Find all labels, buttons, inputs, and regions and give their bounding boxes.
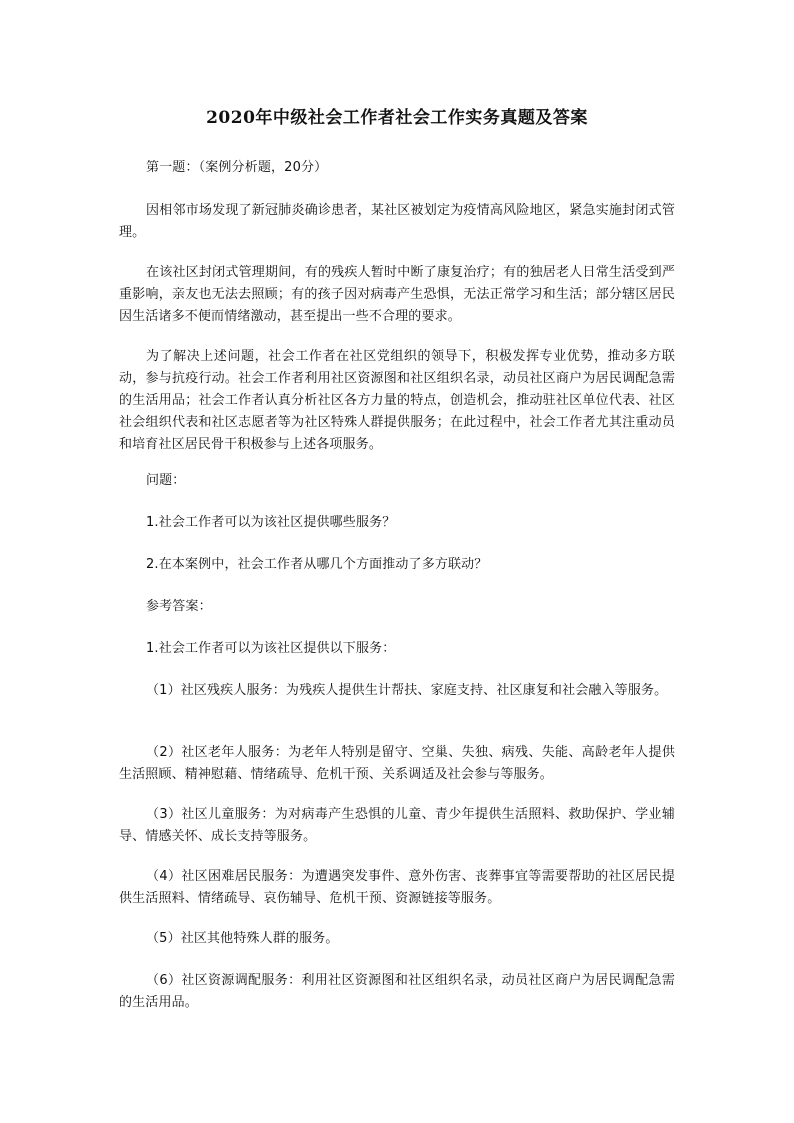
questions-label: 问题： — [146, 473, 186, 488]
question-1: 1.社会工作者可以为该社区提供哪些服务？ — [146, 515, 396, 530]
answer-label: 参考答案： — [146, 599, 212, 614]
case-paragraph-3: 为了解决上述问题，社会工作者在社区党组织的领导下，积极发挥专业优势，推动多方联动，参与抗疫行动。社会工作者利用社区资源图和社区组织名录，动员社区商户为居民调配急需的生活用品；社会工作者认真分析社区各方力量的特点，创造机会，推动驻社区单位代表、社区社会组织代表和社区志愿者等为社区特殊人群提供服务；在此过程中，社会工作者尤其注重动员和培育社区居民骨干积极参与上述各项服务。 — [119, 349, 675, 452]
answer-item-3: （3）社区儿童服务：为对病毒产生恐惧的儿童、青少年提供生活照料、救助保护、学业辅导、情感关怀、成长支持等服务。 — [119, 807, 675, 844]
answer-item-6: （6）社区资源调配服务：利用社区资源图和社区组织名录，动员社区商户为居民调配急需的生活用品。 — [119, 973, 675, 1010]
answer-item-1: （1）社区残疾人服务：为残疾人提供生计帮扶、家庭支持、社区康复和社会融入等服务。 — [146, 683, 668, 698]
answer-item-4: （4）社区困难居民服务：为遭遇突发事件、意外伤害、丧葬事宜等需要帮助的社区居民提供生活照料、情绪疏导、哀伤辅导、危机干预、资源链接等服务。 — [119, 869, 675, 906]
answer-1-intro: 1.社会工作者可以为该社区提供以下服务： — [146, 641, 396, 656]
question-heading: 第一题：（案例分析题，20分） — [146, 160, 328, 175]
case-paragraph-2: 在该社区封闭式管理期间，有的残疾人暂时中断了康复治疗；有的独居老人日常生活受到严重影响，亲友也无法去照顾；有的孩子因对病毒产生恐惧，无法正常学习和生活；部分辖区居民因生活诸多不便而情绪激动，甚至提出一些不合理的要求。 — [119, 265, 675, 324]
document-title: 2020年中级社会工作者社会工作实务真题及答案 — [206, 108, 588, 128]
question-2: 2.在本案例中，社会工作者从哪几个方面推动了多方联动？ — [146, 557, 488, 572]
case-paragraph-1: 因相邻市场发现了新冠肺炎确诊患者，某社区被划定为疫情高风险地区，紧急实施封闭式管理。 — [119, 203, 675, 240]
answer-item-2: （2）社区老年人服务：为老年人特别是留守、空巢、失独、病残、失能、高龄老年人提供生活照顾、精神慰藉、情绪疏导、危机干预、关系调适及社会参与等服务。 — [119, 745, 675, 782]
answer-item-5: （5）社区其他特殊人群的服务。 — [146, 931, 339, 946]
